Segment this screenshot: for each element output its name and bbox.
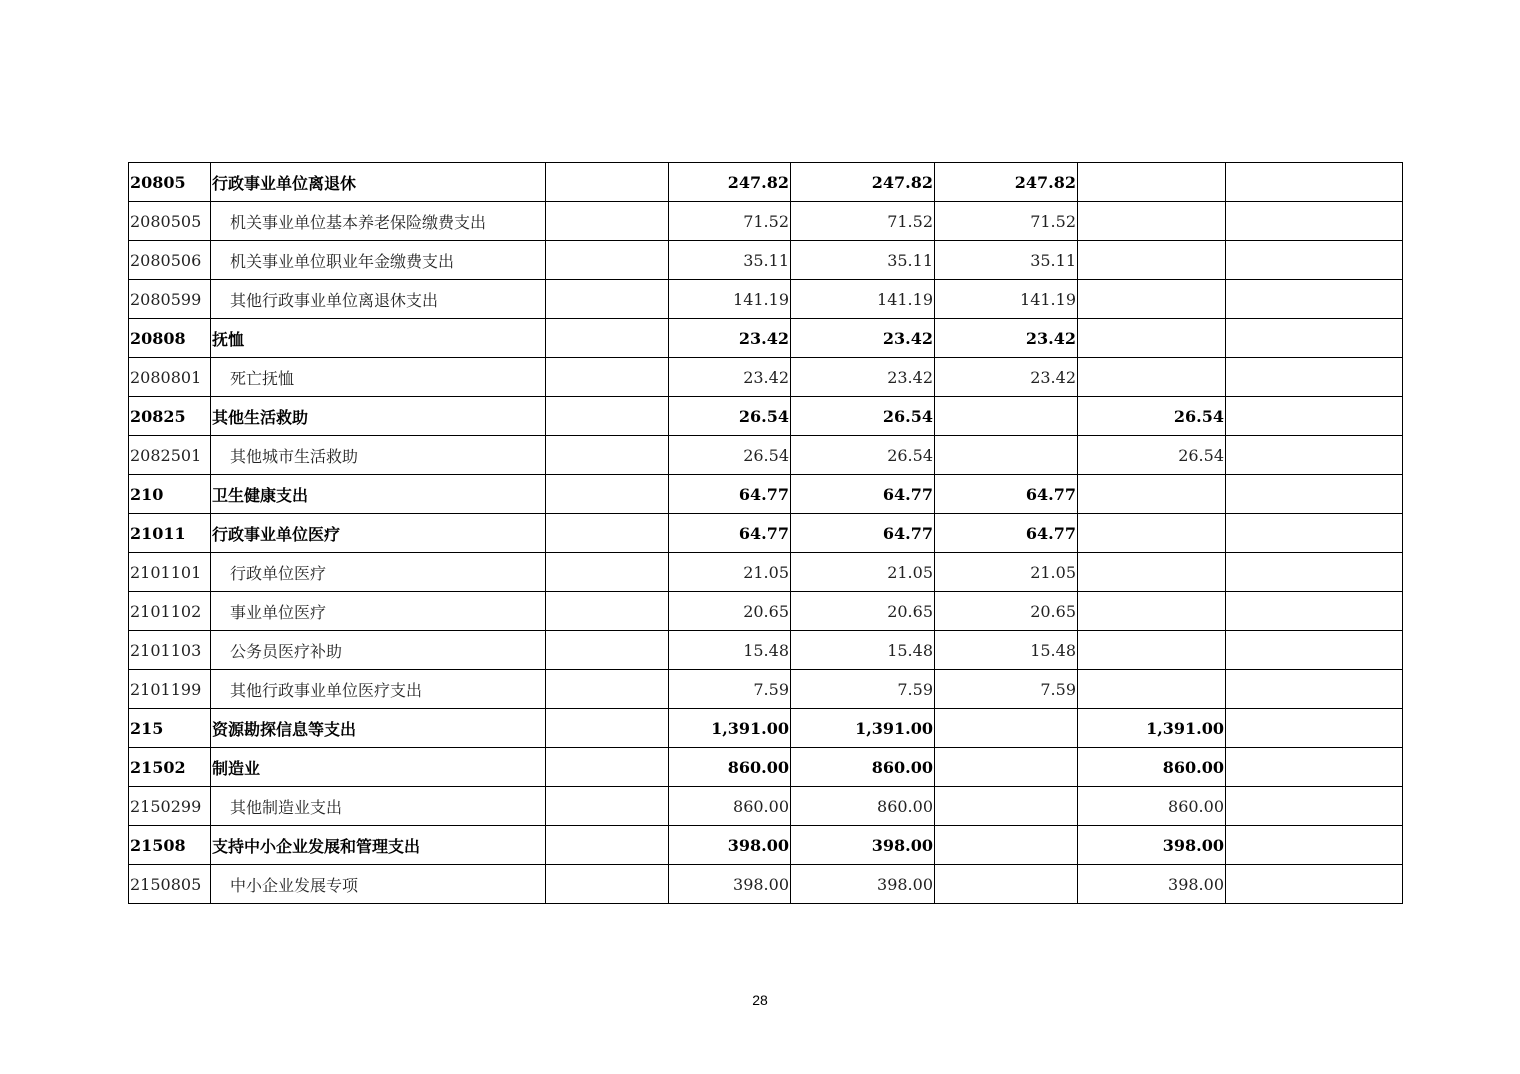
table-row <box>129 592 1403 631</box>
cell-col1 <box>546 709 669 748</box>
cell-col3: 23.42 <box>791 358 935 397</box>
cell-col5: 1,391.00 <box>1078 709 1226 748</box>
cell-col4 <box>935 865 1078 904</box>
cell-col3: 398.00 <box>791 865 935 904</box>
cell-col3: 398.00 <box>791 826 935 865</box>
cell-col2: 26.54 <box>669 397 791 436</box>
cell-code: 2080599 <box>129 280 211 319</box>
cell-col6 <box>1226 202 1403 241</box>
cell-name: 其他制造业支出 <box>211 787 546 826</box>
table-row <box>129 826 1403 865</box>
page-number: 28 <box>752 992 768 1008</box>
cell-col5: 860.00 <box>1078 748 1226 787</box>
cell-code: 2082501 <box>129 436 211 475</box>
table-row <box>129 514 1403 553</box>
cell-col6 <box>1226 826 1403 865</box>
cell-col4: 71.52 <box>935 202 1078 241</box>
table-row <box>129 748 1403 787</box>
cell-col2: 21.05 <box>669 553 791 592</box>
cell-col5: 26.54 <box>1078 436 1226 475</box>
cell-col4 <box>935 748 1078 787</box>
cell-col6 <box>1226 241 1403 280</box>
cell-col6 <box>1226 358 1403 397</box>
cell-name: 行政单位医疗 <box>211 553 546 592</box>
cell-col4: 7.59 <box>935 670 1078 709</box>
cell-col1 <box>546 358 669 397</box>
table-row <box>129 631 1403 670</box>
cell-col1 <box>546 826 669 865</box>
cell-col2: 23.42 <box>669 319 791 358</box>
cell-col2: 26.54 <box>669 436 791 475</box>
table-row <box>129 358 1403 397</box>
cell-name: 制造业 <box>211 748 546 787</box>
cell-col5 <box>1078 358 1226 397</box>
cell-col3: 26.54 <box>791 436 935 475</box>
cell-name: 卫生健康支出 <box>211 475 546 514</box>
cell-col1 <box>546 787 669 826</box>
cell-col2: 64.77 <box>669 475 791 514</box>
cell-col1 <box>546 592 669 631</box>
cell-name: 事业单位医疗 <box>211 592 546 631</box>
cell-col5 <box>1078 592 1226 631</box>
cell-col6 <box>1226 319 1403 358</box>
cell-col2: 398.00 <box>669 826 791 865</box>
cell-col4: 141.19 <box>935 280 1078 319</box>
cell-col3: 35.11 <box>791 241 935 280</box>
cell-col6 <box>1226 280 1403 319</box>
cell-col4 <box>935 787 1078 826</box>
cell-col3: 64.77 <box>791 514 935 553</box>
cell-col3: 141.19 <box>791 280 935 319</box>
cell-name: 其他生活救助 <box>211 397 546 436</box>
cell-col6 <box>1226 709 1403 748</box>
cell-col2: 15.48 <box>669 631 791 670</box>
cell-name: 抚恤 <box>211 319 546 358</box>
cell-col1 <box>546 631 669 670</box>
cell-col5 <box>1078 631 1226 670</box>
cell-col6 <box>1226 865 1403 904</box>
cell-code: 2101103 <box>129 631 211 670</box>
cell-col6 <box>1226 787 1403 826</box>
cell-name: 其他城市生活救助 <box>211 436 546 475</box>
cell-col2: 247.82 <box>669 163 791 202</box>
cell-col5 <box>1078 670 1226 709</box>
cell-col3: 23.42 <box>791 319 935 358</box>
cell-col5: 26.54 <box>1078 397 1226 436</box>
table-row <box>129 319 1403 358</box>
cell-col6 <box>1226 592 1403 631</box>
cell-col2: 141.19 <box>669 280 791 319</box>
table-row <box>129 163 1403 202</box>
cell-col4: 23.42 <box>935 358 1078 397</box>
cell-code: 2080506 <box>129 241 211 280</box>
cell-name: 机关事业单位基本养老保险缴费支出 <box>211 202 546 241</box>
cell-col3: 1,391.00 <box>791 709 935 748</box>
table-body <box>129 163 1403 904</box>
cell-col6 <box>1226 553 1403 592</box>
cell-col6 <box>1226 397 1403 436</box>
cell-col2: 860.00 <box>669 787 791 826</box>
cell-code: 2080505 <box>129 202 211 241</box>
table-row <box>129 436 1403 475</box>
table-row <box>129 787 1403 826</box>
budget-table <box>128 162 1403 904</box>
cell-col1 <box>546 670 669 709</box>
cell-col5: 398.00 <box>1078 865 1226 904</box>
cell-name: 其他行政事业单位离退休支出 <box>211 280 546 319</box>
cell-col1 <box>546 475 669 514</box>
cell-col6 <box>1226 514 1403 553</box>
table-row <box>129 241 1403 280</box>
cell-code: 21508 <box>129 826 211 865</box>
cell-col2: 23.42 <box>669 358 791 397</box>
table-row <box>129 397 1403 436</box>
table-row <box>129 475 1403 514</box>
cell-name: 公务员医疗补助 <box>211 631 546 670</box>
cell-col1 <box>546 319 669 358</box>
cell-code: 2080801 <box>129 358 211 397</box>
cell-col5 <box>1078 319 1226 358</box>
cell-col2: 398.00 <box>669 865 791 904</box>
cell-col3: 21.05 <box>791 553 935 592</box>
cell-col1 <box>546 202 669 241</box>
cell-col3: 7.59 <box>791 670 935 709</box>
cell-code: 20805 <box>129 163 211 202</box>
cell-code: 21011 <box>129 514 211 553</box>
cell-col2: 64.77 <box>669 514 791 553</box>
cell-code: 2150805 <box>129 865 211 904</box>
cell-col6 <box>1226 631 1403 670</box>
cell-col3: 26.54 <box>791 397 935 436</box>
cell-col6 <box>1226 670 1403 709</box>
cell-col2: 20.65 <box>669 592 791 631</box>
cell-code: 20825 <box>129 397 211 436</box>
cell-col3: 20.65 <box>791 592 935 631</box>
cell-code: 2101101 <box>129 553 211 592</box>
cell-col1 <box>546 280 669 319</box>
cell-name: 行政事业单位离退休 <box>211 163 546 202</box>
cell-col3: 64.77 <box>791 475 935 514</box>
cell-col5 <box>1078 202 1226 241</box>
cell-col3: 71.52 <box>791 202 935 241</box>
cell-col1 <box>546 553 669 592</box>
cell-col2: 860.00 <box>669 748 791 787</box>
table-row <box>129 670 1403 709</box>
cell-col3: 15.48 <box>791 631 935 670</box>
cell-col4 <box>935 397 1078 436</box>
cell-col4: 247.82 <box>935 163 1078 202</box>
cell-col4: 15.48 <box>935 631 1078 670</box>
cell-col1 <box>546 397 669 436</box>
cell-col4 <box>935 826 1078 865</box>
cell-col3: 860.00 <box>791 748 935 787</box>
table-row <box>129 280 1403 319</box>
cell-col4: 23.42 <box>935 319 1078 358</box>
cell-col2: 7.59 <box>669 670 791 709</box>
cell-col3: 860.00 <box>791 787 935 826</box>
cell-col1 <box>546 163 669 202</box>
cell-name: 机关事业单位职业年金缴费支出 <box>211 241 546 280</box>
cell-col5 <box>1078 514 1226 553</box>
cell-name: 死亡抚恤 <box>211 358 546 397</box>
cell-col1 <box>546 865 669 904</box>
cell-code: 20808 <box>129 319 211 358</box>
cell-col5 <box>1078 241 1226 280</box>
cell-col5: 860.00 <box>1078 787 1226 826</box>
cell-name: 中小企业发展专项 <box>211 865 546 904</box>
cell-name: 行政事业单位医疗 <box>211 514 546 553</box>
cell-code: 2101199 <box>129 670 211 709</box>
cell-col4: 64.77 <box>935 514 1078 553</box>
cell-col2: 35.11 <box>669 241 791 280</box>
cell-col4: 20.65 <box>935 592 1078 631</box>
cell-col5 <box>1078 280 1226 319</box>
cell-col5 <box>1078 163 1226 202</box>
cell-col4: 35.11 <box>935 241 1078 280</box>
table-row <box>129 202 1403 241</box>
table-row <box>129 553 1403 592</box>
table-row <box>129 709 1403 748</box>
cell-name: 其他行政事业单位医疗支出 <box>211 670 546 709</box>
cell-name: 资源勘探信息等支出 <box>211 709 546 748</box>
cell-col1 <box>546 748 669 787</box>
cell-col4: 64.77 <box>935 475 1078 514</box>
cell-code: 21502 <box>129 748 211 787</box>
cell-col2: 1,391.00 <box>669 709 791 748</box>
cell-name: 支持中小企业发展和管理支出 <box>211 826 546 865</box>
cell-col1 <box>546 241 669 280</box>
cell-col4 <box>935 436 1078 475</box>
cell-col6 <box>1226 436 1403 475</box>
cell-col6 <box>1226 163 1403 202</box>
cell-col5 <box>1078 475 1226 514</box>
cell-col5: 398.00 <box>1078 826 1226 865</box>
cell-col6 <box>1226 748 1403 787</box>
cell-col1 <box>546 514 669 553</box>
cell-col4 <box>935 709 1078 748</box>
cell-col6 <box>1226 475 1403 514</box>
cell-col4: 21.05 <box>935 553 1078 592</box>
cell-col5 <box>1078 553 1226 592</box>
cell-col3: 247.82 <box>791 163 935 202</box>
cell-code: 215 <box>129 709 211 748</box>
cell-code: 2150299 <box>129 787 211 826</box>
cell-code: 210 <box>129 475 211 514</box>
cell-col2: 71.52 <box>669 202 791 241</box>
table-row <box>129 865 1403 904</box>
cell-code: 2101102 <box>129 592 211 631</box>
cell-col1 <box>546 436 669 475</box>
